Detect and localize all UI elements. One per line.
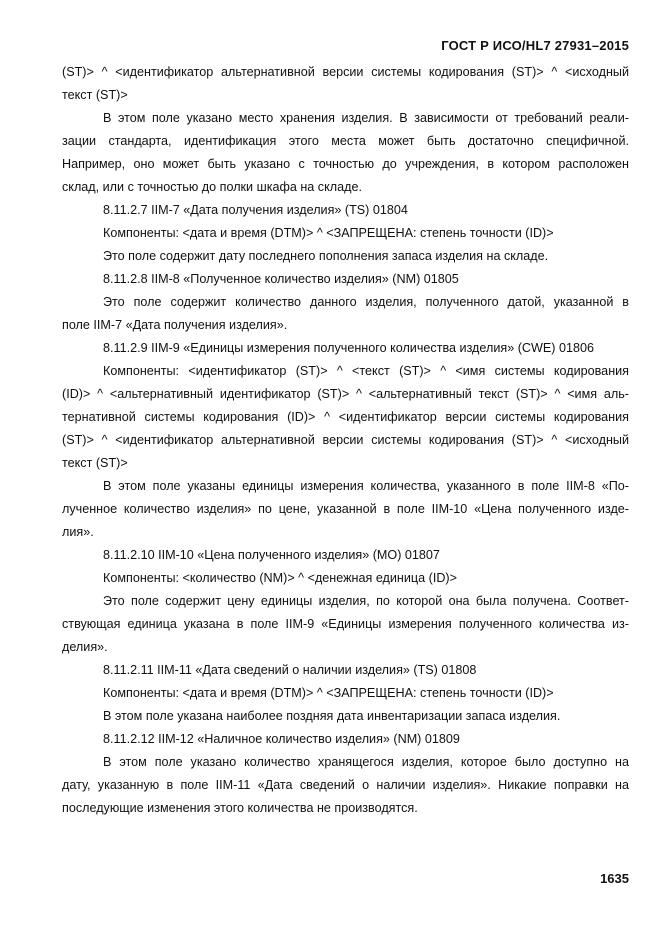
- text-line: Например, оно может быть указано с точностью до учреждения, в котором расположен: [62, 157, 629, 171]
- text-line: 8.11.2.8 IIM-8 «Полученное количество изделия» (NM) 01805: [103, 272, 459, 286]
- text-line: Компоненты: <дата и время (DTM)> ^ <ЗАПРЕЩЕНА: степень точности (ID)>: [103, 226, 554, 240]
- text-line: В этом поле указана наиболее поздняя дата инвентаризации запаса изделия.: [103, 709, 561, 723]
- text-line: лученное количество изделия» по цене, указанной в поле IIM-10 «Цена полученного изде-: [62, 502, 629, 516]
- text-line: Это поле содержит дату последнего пополнения запаса изделия на складе.: [103, 249, 549, 263]
- page-body: [62, 61, 629, 820]
- text-line: 8.11.2.9 IIM-9 «Единицы измерения полученного количества изделия» (CWE) 01806: [103, 341, 594, 355]
- text-line: 8.11.2.10 IIM-10 «Цена полученного изделия» (MO) 01807: [103, 548, 440, 562]
- text-line: текст (ST)>: [62, 456, 128, 470]
- text-line: В этом поле указано место хранения изделия. В зависимости от требований реали-: [103, 111, 629, 125]
- text-line: 8.11.2.12 IIM-12 «Наличное количество изделия» (NM) 01809: [103, 732, 460, 746]
- text-line: тернативной системы кодирования (ID)> ^ <идентификатор версии системы кодирования: [62, 410, 629, 424]
- text-line: зации стандарта, идентификация этого места может быть достаточно специфичной.: [62, 134, 629, 148]
- page-number: 1635: [600, 871, 629, 886]
- text-line: (ID)> ^ <альтернативный идентификатор (ST)> ^ <альтернативный текст (ST)> ^ <имя аль-: [62, 387, 629, 401]
- text-line: текст (ST)>: [62, 88, 128, 102]
- text-line: 8.11.2.11 IIM-11 «Дата сведений о наличии изделия» (TS) 01808: [103, 663, 477, 677]
- text-line: Компоненты: <идентификатор (ST)> ^ <текст (ST)> ^ <имя системы кодирования: [103, 364, 629, 378]
- text-line: (ST)> ^ <идентификатор альтернативной версии системы кодирования (ST)> ^ <исходный: [62, 433, 629, 447]
- page-header: ГОСТ Р ИСО/HL7 27931–2015: [441, 38, 629, 53]
- text-line: дату, указанную в поле IIM-11 «Дата сведений о наличии изделия». Никакие поправки на: [62, 778, 629, 792]
- text-line: Это поле содержит количество данного изделия, полученного датой, указанной в: [103, 295, 629, 309]
- text-line: делия».: [62, 640, 108, 654]
- text-line: (ST)> ^ <идентификатор альтернативной версии системы кодирования (ST)> ^ <исходный: [62, 65, 629, 79]
- text-line: поле IIM-7 «Дата получения изделия».: [62, 318, 288, 332]
- text-line: лия».: [62, 525, 94, 539]
- text-line: ствующая единица указана в поле IIM-9 «Единицы измерения полученного количества из-: [62, 617, 629, 631]
- text-line: Это поле содержит цену единицы изделия, по которой она была получена. Соответ-: [103, 594, 629, 608]
- text-line: последующие изменения этого количества не производятся.: [62, 801, 418, 815]
- text-line: склад, или с точностью до полки шкафа на складе.: [62, 180, 362, 194]
- text-line: Компоненты: <количество (NM)> ^ <денежная единица (ID)>: [103, 571, 457, 585]
- text-line: 8.11.2.7 IIM-7 «Дата получения изделия» (TS) 01804: [103, 203, 408, 217]
- text-line: Компоненты: <дата и время (DTM)> ^ <ЗАПРЕЩЕНА: степень точности (ID)>: [103, 686, 554, 700]
- text-line: В этом поле указано количество хранящегося изделия, которое было доступно на: [103, 755, 629, 769]
- text-line: В этом поле указаны единицы измерения количества, указанного в поле IIM-8 «По-: [103, 479, 629, 493]
